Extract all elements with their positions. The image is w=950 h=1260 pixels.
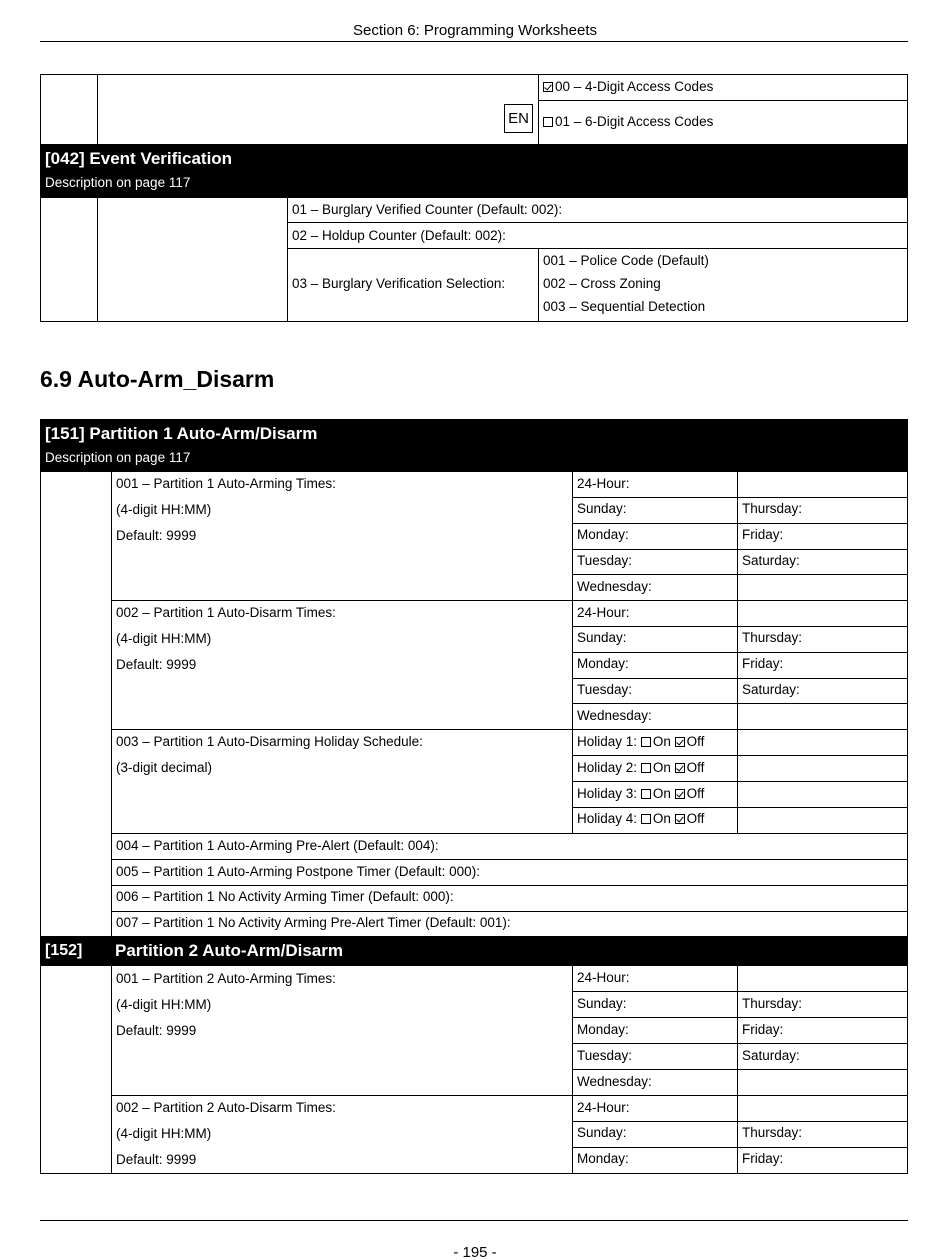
- s152-arm-sat: Saturday:: [742, 1048, 800, 1063]
- s042-title: [042] Event Verification: [45, 149, 233, 168]
- checked-box-icon: [543, 82, 553, 92]
- s151-arm-l3: Default: 9999: [116, 528, 197, 543]
- s152-disarm-sun: Sunday:: [577, 1125, 627, 1140]
- section-heading: 6.9 Auto-Arm_Disarm: [40, 366, 275, 392]
- s152-disarm-fri: Friday:: [742, 1151, 784, 1166]
- s152-disarm-thu: Thursday:: [742, 1125, 803, 1140]
- s151-disarm-l1: 002 – Partition 1 Auto-Disarm Times:: [116, 605, 336, 620]
- s152-code: [152]: [45, 942, 83, 959]
- off-checkbox-icon: [675, 789, 685, 799]
- s152-arm-l2: (4-digit HH:MM): [116, 997, 212, 1012]
- s151-arm-tue: Tuesday:: [577, 553, 633, 568]
- s151-arm-wed: Wednesday:: [577, 579, 652, 594]
- empty-box-icon: [543, 117, 553, 127]
- s151-r007: 007 – Partition 1 No Activity Arming Pre-Alert Timer (Default: 001):: [116, 915, 511, 930]
- s152-disarm-l2: (4-digit HH:MM): [116, 1126, 212, 1141]
- s151-r004: 004 – Partition 1 Auto-Arming Pre-Alert (Default: 004):: [116, 838, 439, 853]
- s151-arm-l2: (4-digit HH:MM): [116, 502, 212, 517]
- s152-arm-mon: Monday:: [577, 1022, 629, 1037]
- s152-disarm-24h: 24-Hour:: [577, 1100, 630, 1115]
- option-00: 00 – 4-Digit Access Codes: [543, 79, 713, 95]
- s151-disarm-l3: Default: 9999: [116, 657, 197, 672]
- en-badge: EN: [504, 104, 533, 133]
- s151-arm-sat: Saturday:: [742, 553, 800, 568]
- holiday-4-row: Holiday 4: On Off: [577, 811, 705, 826]
- holiday-1-row: Holiday 1: On Off: [577, 734, 705, 749]
- s151-disarm-tue: Tuesday:: [577, 682, 633, 697]
- on-checkbox-icon: [641, 789, 651, 799]
- on-checkbox-icon: [641, 814, 651, 824]
- s151-title: [151] Partition 1 Auto-Arm/Disarm: [45, 424, 318, 443]
- s151-arm-24h: 24-Hour:: [577, 476, 630, 491]
- s151-arm-l1: 001 – Partition 1 Auto-Arming Times:: [116, 476, 336, 491]
- off-checkbox-icon: [675, 763, 685, 773]
- header-rule: [40, 41, 908, 42]
- section-header: Section 6: Programming Worksheets: [353, 22, 597, 39]
- on-checkbox-icon: [641, 763, 651, 773]
- s152-arm-wed: Wednesday:: [577, 1074, 652, 1089]
- s152-disarm-mon: Monday:: [577, 1151, 629, 1166]
- s152-arm-sun: Sunday:: [577, 996, 627, 1011]
- s151-arm-sun: Sunday:: [577, 501, 627, 516]
- s152-disarm-l3: Default: 9999: [116, 1152, 197, 1167]
- footer-rule: [40, 1220, 908, 1221]
- s152-title: Partition 2 Auto-Arm/Disarm: [115, 941, 343, 960]
- s151-header: [40, 419, 908, 472]
- s151-disarm-thu: Thursday:: [742, 630, 803, 645]
- s151-arm-thu: Thursday:: [742, 501, 803, 516]
- s152-arm-thu: Thursday:: [742, 996, 803, 1011]
- option-01: 01 – 6-Digit Access Codes: [543, 114, 713, 130]
- s042-row3: 03 – Burglary Verification Selection:: [292, 276, 506, 291]
- s151-disarm-wed: Wednesday:: [577, 708, 652, 723]
- holiday-2-row: Holiday 2: On Off: [577, 760, 705, 775]
- s152-header: [40, 936, 908, 966]
- on-checkbox-icon: [641, 737, 651, 747]
- s042-desc: Description on page 117: [45, 175, 191, 190]
- s042-opt1: 001 – Police Code (Default): [543, 253, 709, 268]
- s152-arm-24h: 24-Hour:: [577, 970, 630, 985]
- s151-r006: 006 – Partition 1 No Activity Arming Timer (Default: 000):: [116, 889, 454, 904]
- s151-disarm-sat: Saturday:: [742, 682, 800, 697]
- s042-opt2: 002 – Cross Zoning: [543, 276, 661, 291]
- holiday-3-row: Holiday 3: On Off: [577, 786, 705, 801]
- s042-opt3: 003 – Sequential Detection: [543, 299, 706, 314]
- s042-header: [40, 144, 908, 198]
- s152-arm-l1: 001 – Partition 2 Auto-Arming Times:: [116, 971, 336, 986]
- s151-holiday-l1: 003 – Partition 1 Auto-Disarming Holiday Schedule:: [116, 734, 423, 749]
- s151-desc: Description on page 117: [45, 450, 191, 465]
- page-number: - 195 -: [453, 1244, 497, 1260]
- s151-disarm-l2: (4-digit HH:MM): [116, 631, 212, 646]
- s151-holiday-l2: (3-digit decimal): [116, 760, 213, 775]
- s152-disarm-l1: 002 – Partition 2 Auto-Disarm Times:: [116, 1100, 336, 1115]
- s152-arm-l3: Default: 9999: [116, 1023, 197, 1038]
- s151-disarm-fri: Friday:: [742, 656, 784, 671]
- s151-r005: 005 – Partition 1 Auto-Arming Postpone Timer (Default: 000):: [116, 864, 480, 879]
- off-checkbox-icon: [675, 814, 685, 824]
- s152-arm-fri: Friday:: [742, 1022, 784, 1037]
- s042-row2: 02 – Holdup Counter (Default: 002):: [292, 228, 506, 243]
- s151-arm-mon: Monday:: [577, 527, 629, 542]
- access-code-table: [40, 74, 908, 145]
- s152-arm-tue: Tuesday:: [577, 1048, 633, 1063]
- s042-row1: 01 – Burglary Verified Counter (Default: 002):: [292, 202, 563, 217]
- s151-arm-fri: Friday:: [742, 527, 784, 542]
- s151-disarm-sun: Sunday:: [577, 630, 627, 645]
- s151-disarm-mon: Monday:: [577, 656, 629, 671]
- s151-disarm-24h: 24-Hour:: [577, 605, 630, 620]
- off-checkbox-icon: [675, 737, 685, 747]
